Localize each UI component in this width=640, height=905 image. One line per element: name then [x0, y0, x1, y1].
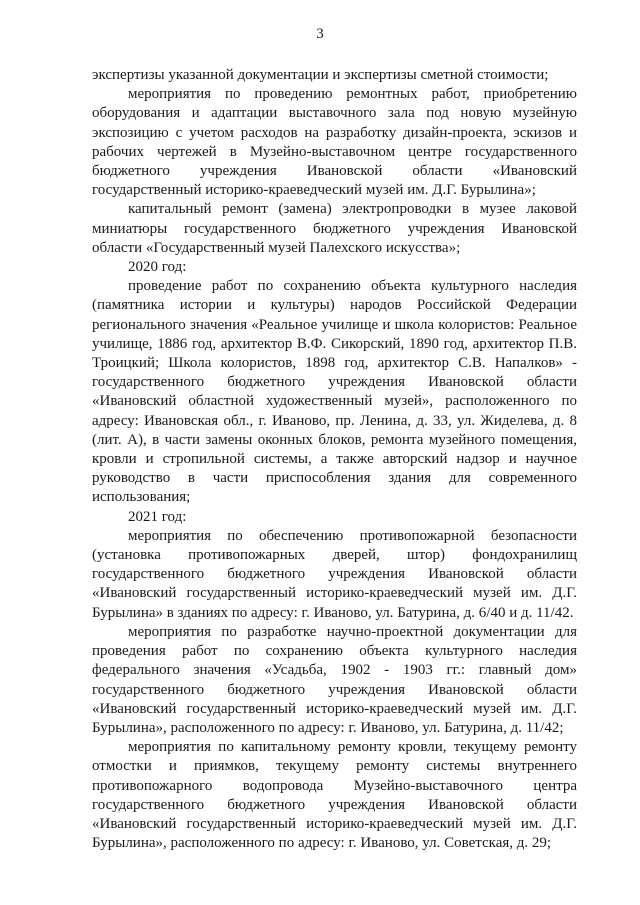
paragraph: проведение работ по сохранению объекта культурного наследия (памятника истории и культуры) народов Российской Федерации регионального значения «Реальное училище и школа колористов: Реальное училище, 1886 год, архитектор В.Ф. Сикорский, 1890 год, архитектор П.В. Троицкий; Школа колористов, 1898 год, архитектор С.В. Напалков» - государственного бюджетного учреждения Ивановской области «Ивановский областной художественный музей», расположенного по адресу: Ивановская обл., г. Иваново, пр. Ленина, д. 33, ул. Жиделева, д. 8 (лит. А), в части замены оконных блоков, ремонта музейного помещения, кровли и стропильной системы, а также авторский надзор и научное руководство в части приспособления здания для современного использования;	[92, 278, 577, 506]
year-heading: 2020 год:	[128, 259, 187, 276]
paragraph: экспертизы указанной документации и экспертизы сметной стоимости;	[92, 67, 549, 83]
document-body	[92, 66, 577, 853]
page-number: 3	[316, 26, 324, 42]
paragraph: мероприятия по разработке научно-проектной документации для проведения работ по сохранению объекта культурного наследия федерального значения «Усадьба, 1902 - 1903 гг.: главный дом» государственного бюджетного учреждения Ивановской области «Ивановский государственный историко-краеведческий музей им. Д.Г. Бурылина», расположенного по адресу: г. Иваново, ул. Батурина, д. 11/42;	[92, 623, 577, 736]
paragraph: капитальный ремонт (замена) электропроводки в музее лаковой миниатюры государственного бюджетного учреждения Ивановской области «Государственный музей Палехского искусства»;	[92, 201, 577, 256]
paragraph: мероприятия по капитальному ремонту кровли, текущему ремонту отмостки и приямков, текущему ремонту системы внутреннего противопожарного водопровода Музейно-выставочного центра государственного бюджетного учреждения Ивановской области «Ивановский государственный историко-краеведческий музей им. Д.Г. Бурылина», расположенного по адресу: г. Иваново, ул. Советская, д. 29;	[92, 739, 577, 852]
paragraph: мероприятия по обеспечению противопожарной безопасности (установка противопожарных дверей, штор) фондохранилищ государственного бюджетного учреждения Ивановской области «Ивановский государственный историко-краеведческий музей им. Д.Г. Бурылина» в зданиях по адресу: г. Иваново, ул. Батурина, д. 6/40 и д. 11/42.	[92, 527, 577, 621]
year-heading: 2021 год:	[128, 508, 187, 525]
paragraph: мероприятия по проведению ремонтных работ, приобретению оборудования и адаптации выставочного зала под новую музейную экспозицию с учетом расходов на разработку дизайн-проекта, эскизов и рабочих чертежей в Музейно-выставочном центре государственного бюджетного учреждения Ивановской области «Ивановский государственный историко-краеведческий музей им. Д.Г. Бурылина»;	[92, 86, 577, 199]
